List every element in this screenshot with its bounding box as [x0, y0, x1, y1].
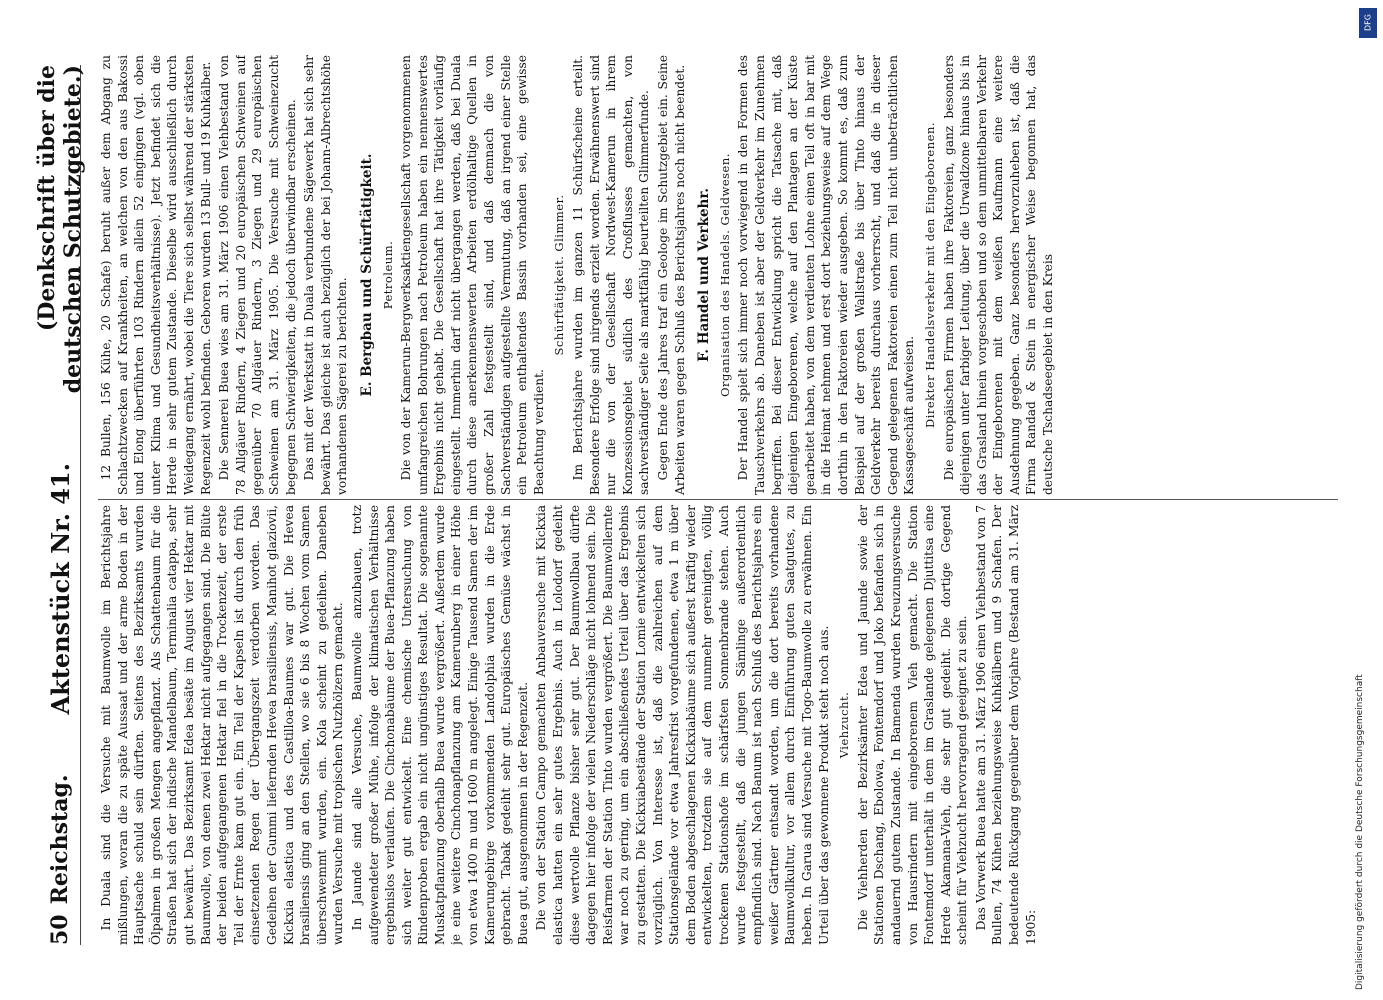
paragraph: Die von der Kamerun-Bergwerksaktiengesellschaft vorgenommenen umfangreichen Bohrungen nach Petroleum haben ein nennenswertes Ergebnis nicht gehabt. Die Gesellschaft hat ihre Tätigkeit vorläufig eingestellt. Immerhin darf nicht übergangen werden, daß bei Duala durch diese anerkennenswerten Arbeiten erdölhaltige Quellen in großer Zahl festgestellt sind, und daß demnach die von Sachverständigen aufgestellte Vermutung, daß an irgend einer Stelle ein Petroleum enthaltendes Bassin vorhanden sei, eine gewisse Beachtung verdient.: [399, 55, 546, 495]
subheading-direct-trade: Direkter Handelsverkehr mit den Eingeborenen.: [922, 121, 937, 429]
paragraph: In Jaunde sind alle Versuche, Baumwolle anzubauen, trotz aufgewendeter großer Mühe, infolge der klimatischen Verhältnisse ergebnislos verlaufen. Die Cinchonabäume der Buea-Pflanzung haben sich weiter gut entwickelt. Eine chemische Untersuchung von Rindenproben ergab ein nicht ungünstiges Resultat. Die sogenannte Muskatpflanzung oberhalb Buea wurde vergrößert. Außerdem wurde je eine weitere Cinchonapflanzung am Kamerunberg in einer Höhe von etwa 1400 m und 1600 m angelegt. Einige Tausend Samen der im Kamerungebirge vorkommenden Landolphia wurden in die Erde gebracht. Tabak gedeiht sehr gut. Europäisches Gemüse wächst in Buea gut, ausgenommen in der Regenzeit.: [349, 505, 530, 945]
paragraph: Der Handel spielt sich immer noch vorwiegend in den Formen des Tauschverkehrs ab. Daneben ist aber der Geldverkehr im Zunehmen begriffen. Bei dieser Entwicklung spricht die Tatsache mit, daß diejenigen Eingeborenen, welche auf den Plantagen an der Küste gearbeitet haben, von dem verdienten Lohne einen Teil oft in bar mit in die Heimat nehmen und erst dort beziehungsweise auf dem Wege dorthin in den Faktoreien wieder ausgeben. So kommt es, daß zum Beispiel auf der großen Wallstraße bis über Tinto hinaus der Geldverkehr bereits durchaus vorherrscht, und daß die in dieser Gegend gelegenen Faktoreien einen zum Teil nicht unbeträchtlichen Kassageschäft aufweisen.: [736, 55, 917, 495]
digitization-note-text: Digitalisierung gefördert durch die Deutsche Forschungsgemeinschaft: [1355, 674, 1365, 990]
subheading-organisation: Organisation des Handels. Geldwesen.: [717, 153, 732, 397]
page-number: 50: [47, 914, 73, 945]
subheading-glimmer: Schürftätigkeit. Glimmer.: [552, 194, 567, 356]
paragraph: Das Vorwerk Buea hatte am 31. März 1906 einen Viehbestand von 7 Bullen, 74 Kühen beziehungsweise Kuhkälbern und 9 Schafen. Der bedeutende Rückgang gegenüber dem Vorjahre (Bestand am 31. März 1905:: [973, 505, 1038, 945]
header-right: (Denkschrift über die deutschen Schutzgebiete.): [34, 65, 86, 394]
subheading-viehzucht: Viehzucht.: [837, 691, 852, 759]
section-title-e: E. Bergbau und Schürftätigkeit.: [358, 153, 375, 397]
page-header: [34, 65, 86, 945]
paragraph: Die Sennerei Buea wies am 31. März 1906 einen Viehbestand von 78 Allgäuer Rindern, 4 Ziegen und 20 europäischen Schweinen auf gegenüber 70 Allgäuer Rindern, 3 Ziegen und 29 europäischen Schweinen am 31. März 1905. Die Versuche mit Schweinezucht begegnen Schwierigkeiten, die jedoch überwindbar erscheinen.: [217, 55, 298, 495]
dfg-logo-icon: DFG: [1359, 8, 1377, 38]
subheading-petroleum: Petroleum.: [380, 240, 395, 310]
section-title-f: F. Handel und Verkehr.: [696, 188, 713, 362]
paragraph: Die europäischen Firmen haben ihre Faktoreien, ganz besonders diejenigen unter farbiger Leitung, über die Urwaldzone hinaus bis in das Grasland hinein vorgeschoben und so dem unmittelbaren Verkehr der Eingeborenen mit dem weißen Kaufmann eine weitere Ausdehnung gegeben. Ganz besonders hervorzuheben ist, daß die Firma Randad & Stein in energischer Weise begonnen hat, das deutsche Tschadseegebiet in den Kreis: [941, 55, 1056, 495]
right-column: [98, 55, 1338, 495]
paragraph: Das mit der Werkstatt in Duala verbundene Sägewerk hat sich sehr bewährt. Das gleiche ist auch bezüglich der bei Johann-Albrechtshöhe vorhandenen Sägerei zu berichten.: [302, 55, 350, 495]
header-left: Reichstag.: [47, 774, 73, 905]
paragraph: Im Berichtsjahre wurden im ganzen 11 Schürfscheine erteilt. Besondere Erfolge sind nirgends erzielt worden. Erwähnenswert sind nur die von der Gesellschaft Nordwest-Kamerun in ihrem Konzessionsgebiet südlich des Croßflusses gemachten, von sachverständiger Seite als marktfähig beurteilten Glimmerfunde.: [571, 55, 652, 495]
left-column: [98, 505, 1338, 945]
column-divider: [98, 499, 1338, 500]
paragraph: Gegen Ende des Jahres traf ein Geologe im Schutzgebiet ein. Seine Arbeiten waren gegen Schluß des Berichtsjahres noch nicht beendet.: [656, 55, 687, 495]
digitization-note: [1351, 0, 1373, 1000]
paragraph: 12 Bullen, 156 Kühe, 20 Schafe) beruht außer dem Abgang zu Schlachtzwecken auf Krankheiten, an welchen von den aus Bakossi und Elong überführten 103 Rindern allein 52 eingingen (vgl. oben unter Klima und Gesundheitsverhältnisse). Jetzt befindet sich die Herde in sehr gutem Zustande. Dieselbe wird ausschließlich durch Weidegang ernährt, wobei die Tiere sich selbst während der stärksten Regenzeit wohl befinden. Geboren wurden 13 Bull- und 19 Kuhkälber.: [99, 55, 213, 495]
paragraph: Die Viehherden der Bezirksämter Edea und Jaunde sowie der Stationen Dschang, Ebolowa, Fontemdorf und Joko befanden sich in andauernd gutem Zustande. In Bamenda wurden Kreuzungsversuche von Hausrindern mit eingeborenem Vieh gemacht. Die Station Fontemdorf unterhält in dem im Graslande gelegenen Djuttitsa eine Herde Akamana-Vieh, die sehr gut gedeiht. Die dortige Gegend scheint für Viehzucht hervorragend geeignet zu sein.: [855, 505, 970, 945]
paragraph: In Duala sind die Versuche mit Baumwolle im Berichtsjahre mißlungen, woran die zu späte Aussaat und der arme Boden in der Hauptsache schuld sein dürften. Seitens des Bezirksamts wurden Ölpalmen in großen Mengen angepflanzt. Als Schattenbaum für die Straßen hat sich der indische Mandelbaum, Terminalia catappa, sehr gut bewährt. Das Bezirksamt Edea besäte im August vier Hektar mit Baumwolle, von denen zwei Hektar nicht aufgegangen sind. Die Blüte der beiden aufgegangenen Hektar fiel in die Trockenzeit, der erste Teil der Ernte kam gut ein. Ein Teil der Kapseln ist durch den früh einsetzenden Regen der Übergangszeit verdorben worden. Das Gedeihen der Gummi liefernden Hevea brasiliensis, Manihot glaziovii, Kickxia elastica und des Castilloa-Baumes war gut. Die Hevea brasiliensis ging an den Stellen, wo sie 6 bis 8 Wochen vom Samen überschwemmt wurden, ein. Kola scheint zu gedeihen. Daneben wurden Versuche mit tropischen Nutzhölzern gemacht.: [99, 505, 346, 945]
paragraph: Die von der Station Campo gemachten Anbauversuche mit Kickxia elastica hatten ein sehr gutes Ergebnis. Auch in Lolodorf gedeiht diese wertvolle Pflanze bisher sehr gut. Der Baumwollbau dürfte dagegen hier infolge der vielen Niederschläge nicht lohnend sein. Die Reisfarmen der Station Tinto wurden vergrößert. Die Baumwollernte war noch zu gering, um ein abschließendes Urteil über das Ergebnis zu gestatten. Die Kickxiabestände der Station Lomie entwickelten sich vorzüglich. Von Interesse ist, daß die zahlreichen auf dem Stationsgelände vor etwa Jahresfrist vorgefundenen, etwa 1 m über dem Boden abgeschlagenen Kickxiabäume sich außerst kräftig wieder entwickelten, trotzdem sie auf dem nunmehr gereinigten, völlig trockenen Stationshofe im schärfsten Sonnenbrande stehen. Auch wurde festgestellt, daß die jungen Sämlinge außerordentlich empfindlich sind. Nach Banum ist nach Schluß des Berichtsjahres ein weißer Gärtner entsandt worden, um die dort bereits vorhandene Baumwollkultur, vor allem durch Einführung guten Saatgutes, zu heben. In Garua sind Versuche mit Togo-Baumwolle zu erwähnen. Ein Urteil über das gewonnene Produkt steht noch aus.: [534, 505, 831, 945]
header-middle: Aktenstück Nr. 41.: [45, 462, 75, 715]
